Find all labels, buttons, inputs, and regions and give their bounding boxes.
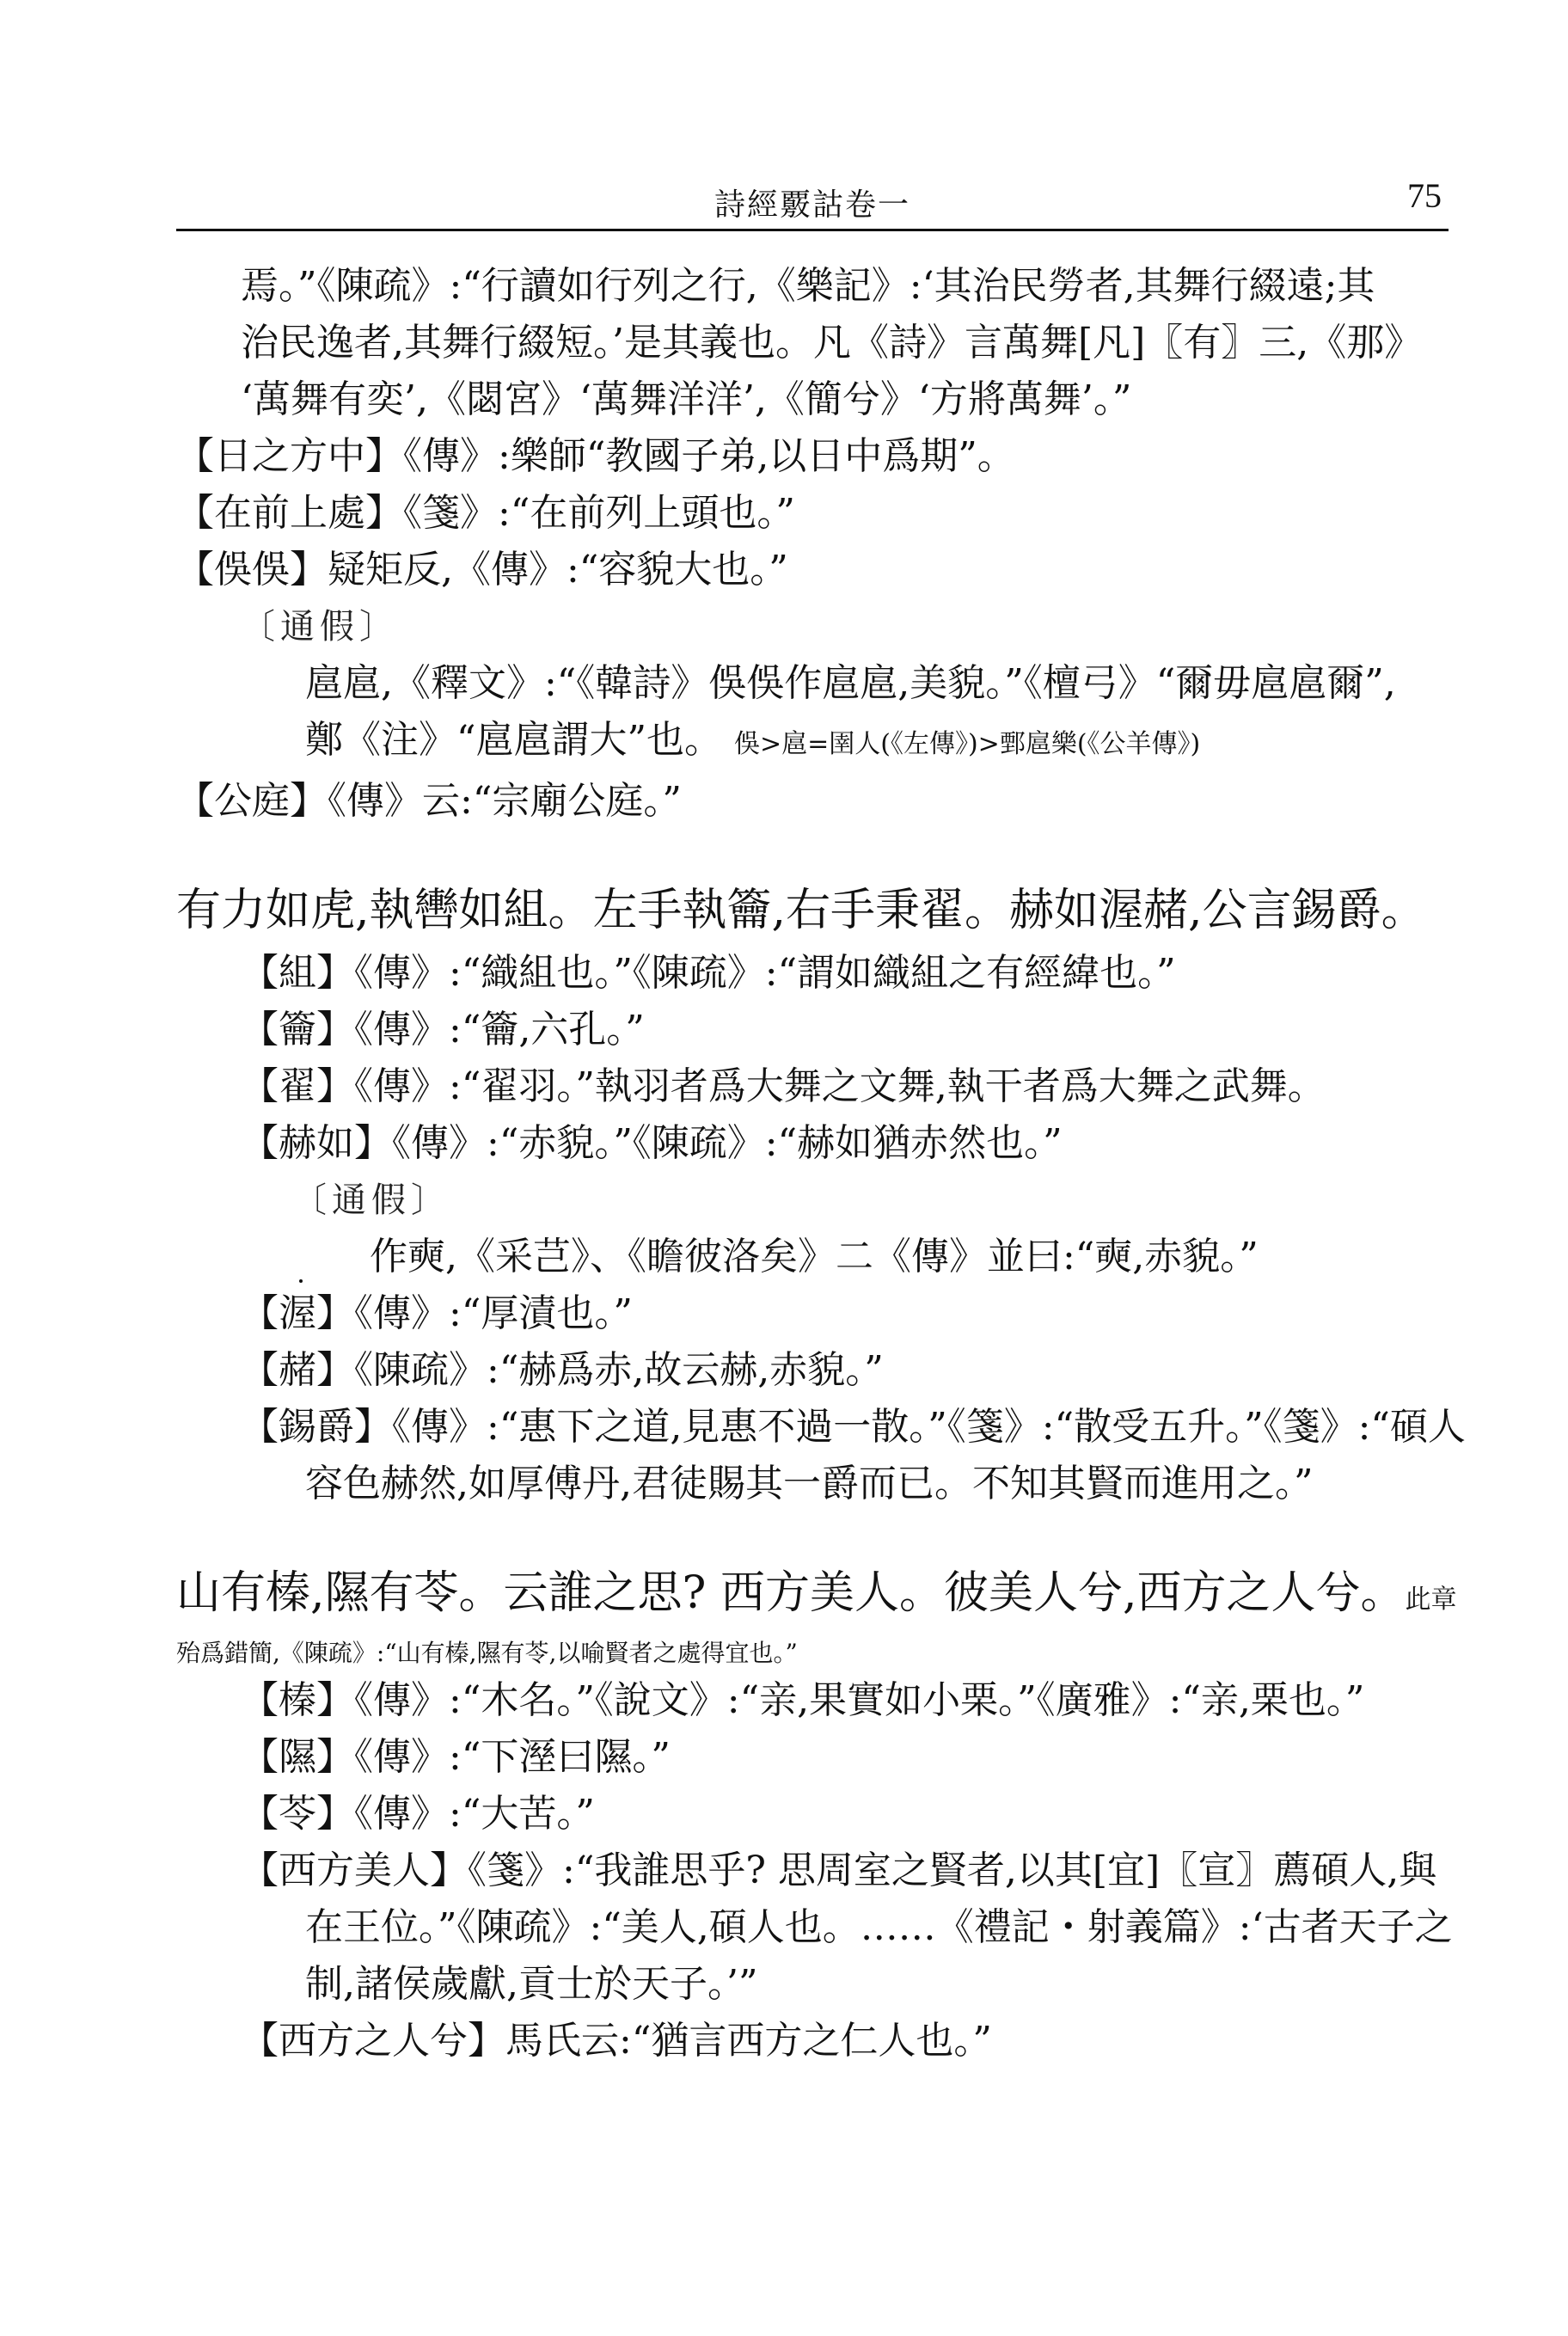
phonetic-note: 俁>扈=圉人(《左傳》)>鄄扈樂(《公羊傳》) [734,729,1201,759]
verse-note: 此章 [1405,1585,1457,1615]
gloss-entry: 【榛】《傳》:“木名。”《說文》:“亲,果實如小栗。”《廣雅》:“亲,栗也。” [241,1678,1365,1722]
gloss-entry: 【赫如】《傳》:“赤貌。”《陳疏》:“赫如猶赤然也。” [241,1121,1063,1165]
commentary-line: 治民逸者,其舞行綴短。’是其義也。凡《詩》言萬舞[凡]〖有〗三,《那》 [241,321,1423,365]
tongjia-label: 〔通假〕 [241,607,399,647]
section-gap [176,1512,1449,1559]
tongjia-text: 鄭《注》“扈扈謂大”也。 [305,718,722,762]
page-body [176,258,1466,2069]
page-number: 75 [1407,176,1442,215]
gloss-entry: 【錫爵】《傳》:“惠下之道,見惠不過一散。”《箋》:“散受五升。”《箋》:“碩人 [241,1405,1466,1449]
tongjia-line [176,712,1449,773]
commentary-line: ‘萬舞有奕’,《閟宮》‘萬舞洋洋’,《簡兮》‘方將萬舞’。” [241,377,1132,421]
gloss-entry: 【翟】《傳》:“翟羽。”執羽者爲大舞之文舞,執干者爲大舞之武舞。 [241,1064,1326,1108]
gloss-entry: 【苓】《傳》:“大苦。” [241,1792,595,1836]
commentary-line: 焉。”《陳疏》:“行讀如行列之行,《樂記》:‘其治民勞者,其舞行綴遠;其 [241,264,1375,308]
verse-line: 有力如虎,執轡如組。左手執籥,右手秉翟。赫如渥赭,公言錫爵。 [176,885,1426,936]
gloss-entry: 【組】《傳》:“織組也。”《陳疏》:“謂如織組之有經緯也。” [241,951,1176,995]
gloss-continuation: 在王位。”《陳疏》:“美人,碩人也。……《禮記・射義篇》:‘古者天子之 [305,1905,1453,1949]
section-gap [176,830,1449,876]
gloss-entry: 【西方美人】《箋》:“我誰思乎? 思周室之賢者,以其[宜]〖宣〗薦碩人,與 [241,1849,1437,1892]
page-header [176,172,1449,231]
gloss-entry: 【日之方中】《傳》:樂師“教國子弟,以日中爲期”。 [176,434,1015,478]
gloss-entry: 【俁俁】疑矩反,《傳》:“容貌大也。” [176,548,788,592]
gloss-continuation: 容色赫然,如厚傅丹,君徒賜其一爵而已。不知其賢而進用之。” [305,1462,1314,1505]
gloss-entry: 【公庭】《傳》云:“宗廟公庭。” [176,779,682,823]
verse-text: 山有榛,隰有苓。云誰之思? 西方美人。彼美人兮,西方之人兮。 [176,1567,1406,1619]
gloss-entry: 【隰】《傳》:“下溼曰隰。” [241,1735,671,1779]
verse-line [176,1559,1457,1634]
gloss-entry: 【渥】《傳》:“厚漬也。” [241,1291,633,1335]
gloss-entry: 【籥】《傳》:“籥,六孔。” [241,1008,645,1052]
running-title: 詩經覈詁卷一 [714,187,910,223]
stray-mark [299,1279,303,1283]
verse-note-continuation: 殆爲錯簡,《陳疏》:“山有榛,隰有苓,以喻賢者之處得宜也。” [176,1639,798,1667]
gloss-entry: 【在前上處】《箋》:“在前列上頭也。” [176,491,795,535]
gloss-continuation: 制,諸侯歲獻,貢士於天子。’” [305,1962,758,2006]
tongjia-line: 扈扈,《釋文》:“《韓詩》俁俁作扈扈,美貌。”《檀弓》“爾毋扈扈爾”, [305,661,1396,705]
tongjia-line: 作奭,《采芑》、《瞻彼洛矣》二《傳》並曰:“奭,赤貌。” [370,1235,1259,1278]
gloss-entry: 【西方之人兮】馬氏云:“猶言西方之仁人也。” [241,2019,992,2063]
tongjia-label: 〔通假〕 [292,1180,450,1220]
gloss-entry: 【赭】《陳疏》:“赫爲赤,故云赫,赤貌。” [241,1348,884,1392]
